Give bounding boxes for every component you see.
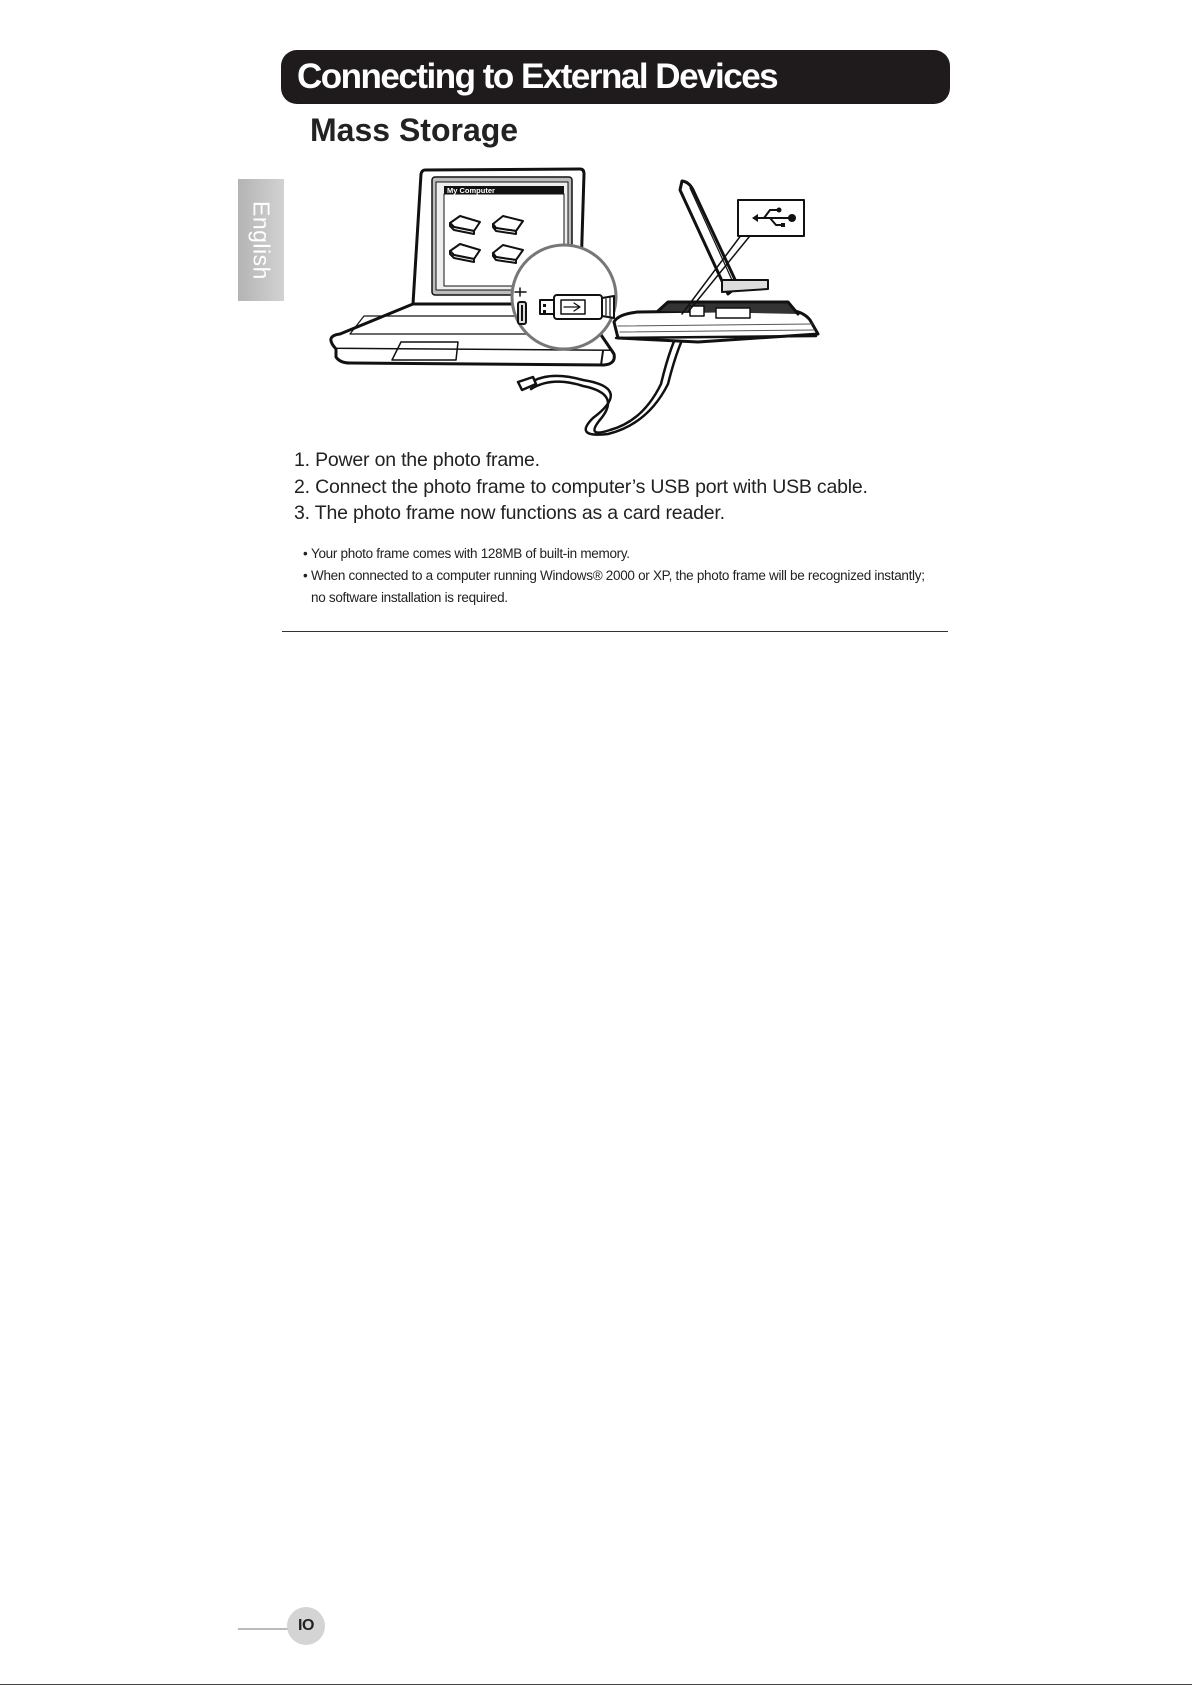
bullet: • — [303, 546, 308, 561]
step-item: 1. Power on the photo frame. — [294, 449, 540, 471]
usb-magnifier — [512, 245, 616, 349]
note-item — [303, 565, 925, 609]
chapter-title-bar — [281, 50, 950, 104]
page-number-line — [238, 1628, 288, 1630]
step-item: 2. Connect the photo frame to computer’s USB port with USB cable. — [294, 475, 868, 498]
language-tab-label: English — [248, 200, 275, 280]
instruction-steps — [294, 447, 868, 527]
chapter-title: Connecting to External Devices — [297, 57, 778, 96]
note-text: Your photo frame comes with 128MB of built-in memory. — [311, 546, 630, 561]
bullet: • — [303, 568, 308, 583]
note-continuation: no software installation is required. — [311, 590, 508, 605]
note-item — [303, 543, 925, 565]
usb-connection-illustration — [318, 164, 878, 440]
section-divider — [282, 631, 948, 632]
screen-label: My Computer — [447, 186, 495, 195]
page-number: IO — [298, 1617, 314, 1634]
notes-list — [303, 543, 925, 609]
section-title: Mass Storage — [310, 112, 519, 148]
step-item: 3. The photo frame now functions as a card reader. — [294, 502, 725, 524]
language-tab — [238, 179, 284, 301]
note-text: When connected to a computer running Windows® 2000 or XP, the photo frame will be recognized instantly; — [311, 568, 925, 583]
page-number-badge — [287, 1607, 325, 1645]
